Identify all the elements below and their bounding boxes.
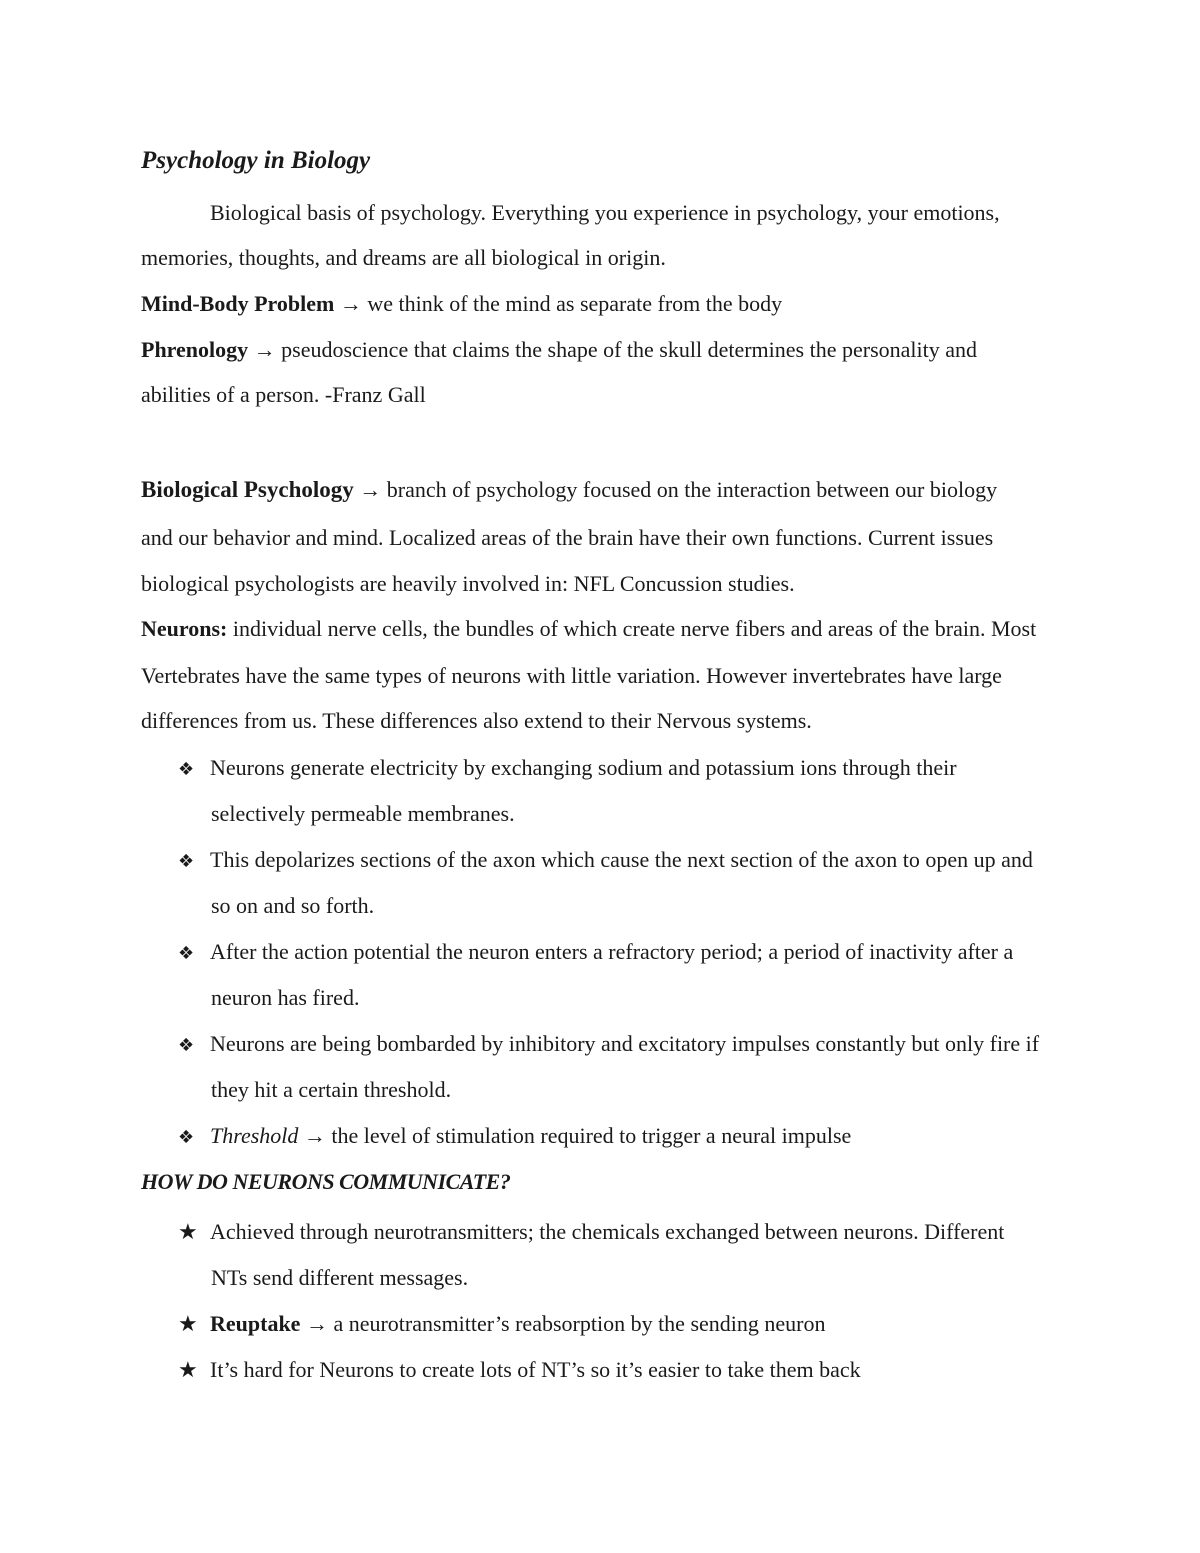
neurons-line-2: Vertebrates have the same types of neurons with little variation. However invertebrates have large <box>141 663 1002 688</box>
threshold-term: Threshold <box>210 1123 299 1148</box>
neurons-text: individual nerve cells, the bundles of which create nerve fibers and areas of the brain. Most <box>227 616 1037 641</box>
diamond-bullet-icon: ❖ <box>178 851 195 872</box>
list-item-continuation: NTs send different messages. <box>211 1265 469 1290</box>
list-item-text: It’s hard for Neurons to create lots of NT’s so it’s easier to take them back <box>210 1357 861 1382</box>
list-item-continuation: they hit a certain threshold. <box>211 1077 452 1102</box>
phrenology-line-2: abilities of a person. -Franz Gall <box>141 382 426 407</box>
threshold-text: → the level of stimulation required to trigger a neural impulse <box>298 1123 852 1148</box>
phrenology-definition <box>141 335 977 365</box>
mind-body-term: Mind-Body Problem <box>141 291 335 316</box>
list-item-text: Achieved through neurotransmitters; the chemicals exchanged between neurons. Different <box>210 1219 1005 1244</box>
list-item <box>178 1029 1039 1061</box>
list-item-text: This depolarizes sections of the axon which cause the next section of the axon to open up and <box>210 847 1033 872</box>
section-heading: HOW DO NEURONS COMMUNICATE? <box>141 1169 511 1194</box>
neurons-line-3: differences from us. These differences also extend to their Nervous systems. <box>141 708 812 733</box>
diamond-bullet-icon: ❖ <box>178 1127 195 1148</box>
bio-psych-definition <box>141 475 997 505</box>
bio-psych-text: → branch of psychology focused on the interaction between our biology <box>353 477 998 502</box>
list-item-text: Neurons generate electricity by exchanging sodium and potassium ions through their <box>210 755 957 780</box>
list-item <box>178 1355 861 1386</box>
list-item <box>178 1121 851 1153</box>
neurons-definition <box>141 614 1036 644</box>
list-item-text: Neurons are being bombarded by inhibitory and excitatory impulses constantly but only fire if <box>210 1031 1040 1056</box>
list-item <box>178 937 1013 969</box>
star-bullet-icon: ★ <box>178 1312 198 1337</box>
bio-psych-term: Biological Psychology <box>141 477 354 502</box>
diamond-bullet-icon: ❖ <box>178 943 195 964</box>
neurons-term: Neurons: <box>141 616 228 641</box>
mind-body-definition <box>141 289 782 319</box>
star-bullet-icon: ★ <box>178 1220 198 1245</box>
page-title: Psychology in Biology <box>141 147 371 174</box>
intro-line-2: memories, thoughts, and dreams are all biological in origin. <box>141 245 666 270</box>
reuptake-text: → a neurotransmitter’s reabsorption by the sending neuron <box>300 1311 826 1336</box>
diamond-bullet-icon: ❖ <box>178 1035 195 1056</box>
diamond-bullet-icon: ❖ <box>178 759 195 780</box>
phrenology-text: → pseudoscience that claims the shape of the skull determines the personality and <box>248 337 978 362</box>
star-bullet-icon: ★ <box>178 1358 198 1383</box>
phrenology-term: Phrenology <box>141 337 249 362</box>
list-item-continuation: selectively permeable membranes. <box>211 801 515 826</box>
list-item <box>178 1217 1004 1248</box>
bio-psych-line-2: and our behavior and mind. Localized areas of the brain have their own functions. Current issues <box>141 525 994 550</box>
list-item <box>178 1309 825 1340</box>
list-item <box>178 753 957 785</box>
mind-body-text: → we think of the mind as separate from the body <box>334 291 783 316</box>
list-item <box>178 845 1033 877</box>
list-item-continuation: neuron has fired. <box>211 985 360 1010</box>
intro-line-1: Biological basis of psychology. Everything you experience in psychology, your emotions, <box>210 200 1000 225</box>
reuptake-term: Reuptake <box>210 1311 301 1336</box>
list-item-continuation: so on and so forth. <box>211 893 375 918</box>
list-item-text: After the action potential the neuron enters a refractory period; a period of inactivity after a <box>210 939 1014 964</box>
bio-psych-line-3: biological psychologists are heavily involved in: NFL Concussion studies. <box>141 571 795 596</box>
